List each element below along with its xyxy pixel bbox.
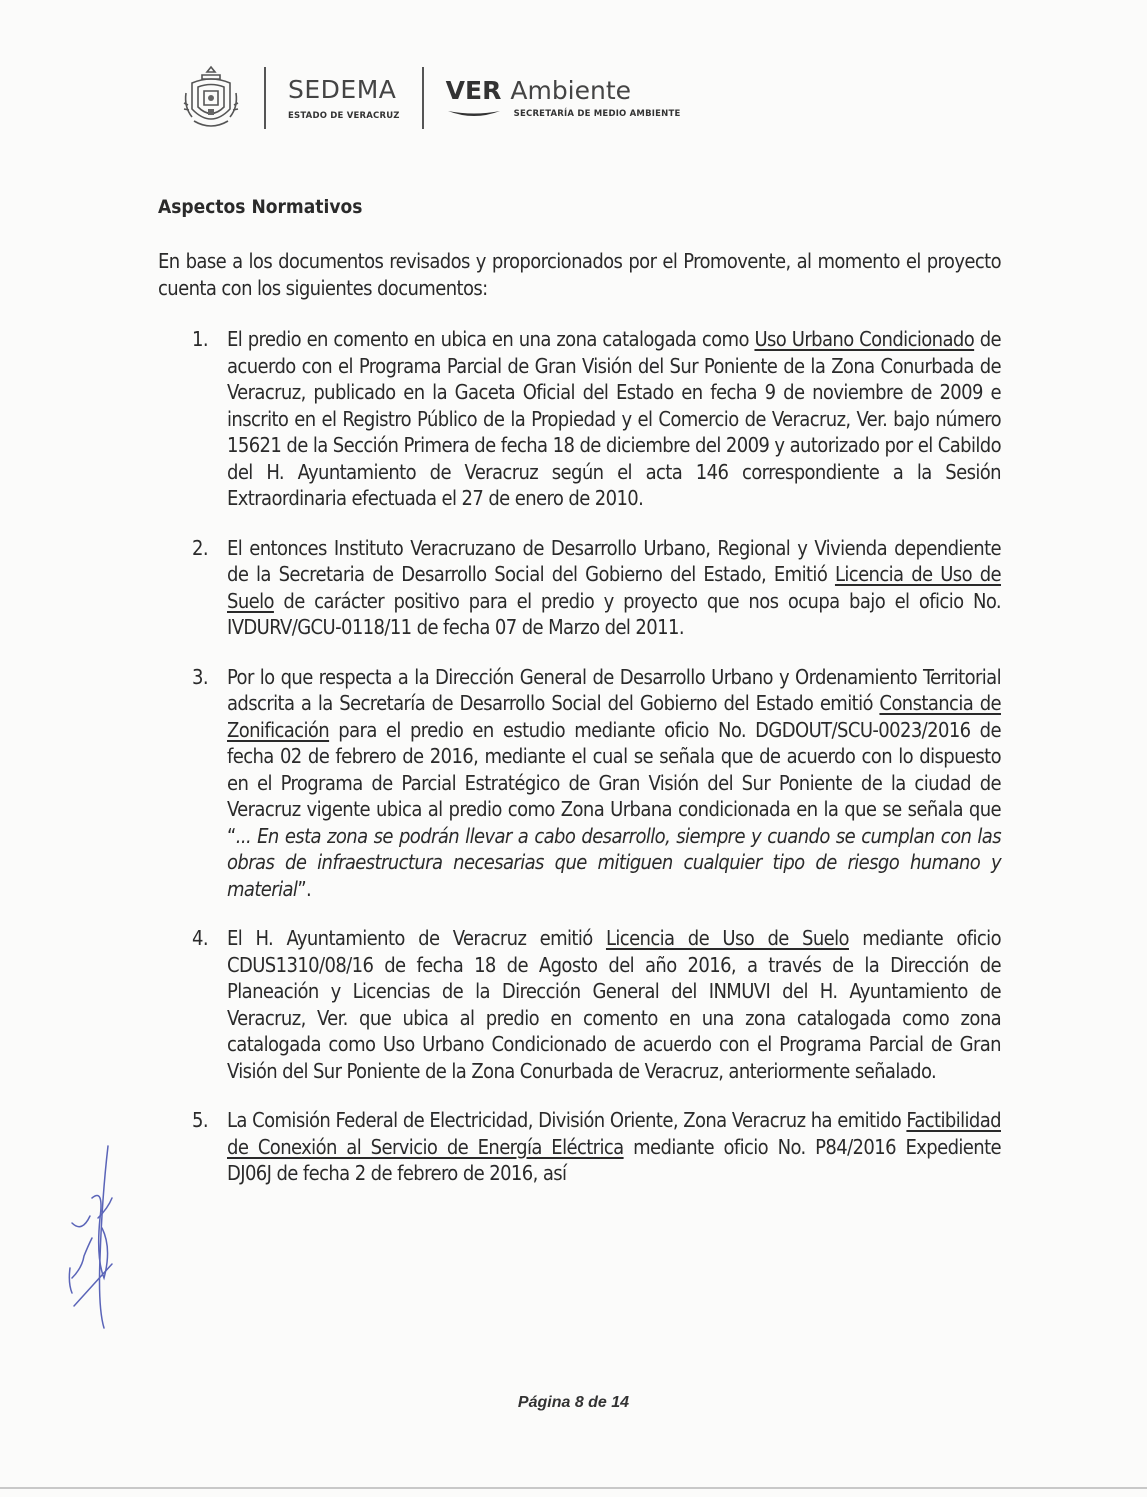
- item-number: 3.: [192, 664, 208, 689]
- brand-light: Ambiente: [510, 76, 632, 105]
- item-text: mediante oficio CDUS1310/08/16 de fecha 18 de Agosto del año 2016, a través de la Dirección de Planeación y Licencias de la Dirección General del INMUVI del H. Ayuntamiento de Veracruz, Ver. que ubica al predio en comento en una zona catalogada como zona catalogada como Uso Urbano Condicionado de acuerdo con el Programa Parcial de Gran Visión del Sur Poniente de la Zona Conurbada de Veracruz, anteriormente señalado.: [227, 926, 1001, 1083]
- item-text: El predio en comento en ubica en una zona catalogada como: [227, 327, 755, 351]
- handwritten-signature-icon: [42, 1138, 132, 1338]
- brand-bold: VER: [445, 76, 502, 105]
- item-text: de acuerdo con el Programa Parcial de Gran Visión del Sur Poniente de la Zona Conurbada de Veracruz, publicado en la Gaceta Oficial del Estado en fecha 9 de noviembre de 2009 e inscrito en el Registro Público de la Propiedad y el Comercio de Veracruz, Ver. bajo número 15621 de la Sección Primera de fecha 18 de diciembre del 2009 y autorizado por el Cabildo del H. Ayuntamiento de Veracruz según el acta 146 correspondiente a la Sesión Extraordinaria efectuada el 27 de enero de 2010.: [227, 327, 1002, 510]
- item-text: para el predio en estudio mediante oficio No. DGDOUT/SCU-0023/2016 de fecha 02 de febrero de 2016, mediante el cual se señala que de acuerdo con lo dispuesto en el Programa de Parcial Estratégico de Gran Visión del Sur Poniente de la ciudad de Veracruz vigente ubica al predio como Zona Urbana condicionada en la que se señala que “: [227, 717, 1001, 848]
- item-text: de carácter positivo para el predio y proyecto que nos ocupa bajo el oficio No. IVDURV/GCU-0118/11 de fecha 07 de Marzo del 2011.: [227, 588, 1001, 639]
- underlined-term: Uso Urbano Condicionado: [754, 327, 975, 351]
- item-number: 2.: [192, 535, 208, 560]
- sedema-block: [288, 76, 400, 121]
- veracruz-coat-of-arms-icon: [180, 63, 242, 133]
- list-item: [158, 664, 1001, 903]
- item-text: mediante oficio No. P84/2016 Expediente DJ06J de fecha 2 de febrero de 2016, así: [227, 1134, 1001, 1185]
- list-item: [158, 326, 1001, 512]
- item-text: El H. Ayuntamiento de Veracruz emitió: [227, 926, 606, 950]
- list-item: [158, 535, 1001, 641]
- page-number: Página 8 de 14: [517, 1394, 630, 1411]
- item-text: El entonces Instituto Veracruzano de Desarrollo Urbano, Regional y Vivienda dependiente de la Secretaria de Desarrollo Social del Gobierno del Estado, Emitió: [227, 535, 1001, 586]
- header-divider: [264, 67, 266, 129]
- header-divider: [422, 67, 424, 129]
- underlined-term: Licencia de Uso de Suelo: [605, 926, 849, 950]
- underlined-term: Factibilidad de Conexión al Servicio de Energía Eléctrica: [227, 1108, 1001, 1159]
- list-item: [158, 1107, 1001, 1187]
- section-heading: Aspectos Normativos: [158, 196, 363, 218]
- intro-paragraph: En base a los documentos revisados y proporcionados por el Promovente, al momento el proyecto cuenta con los siguientes documentos:: [158, 249, 1001, 300]
- item-text: Por lo que respecta a la Dirección General de Desarrollo Urbano y Ordenamiento Territorial adscrita a la Secretaría de Desarrollo Social del Gobierno del Estado emitió: [227, 664, 1001, 715]
- underlined-term: Constancia de Zonificación: [227, 691, 1001, 742]
- item-number: 5.: [192, 1108, 208, 1132]
- italic-quote: ... En esta zona se podrán llevar a cabo desarrollo, siempre y cuando se cumplan con las obras de infraestructura necesarias que mitiguen cualquier tipo de riesgo humano y material: [227, 823, 1001, 901]
- documents-list: [158, 326, 1001, 1187]
- smile-swoosh-icon: [446, 109, 502, 119]
- item-number: 1.: [192, 327, 208, 351]
- letterhead: [180, 62, 680, 134]
- underlined-term: Licencia de Uso de Suelo: [227, 562, 1001, 613]
- item-number: 4.: [192, 926, 208, 950]
- list-item: [158, 925, 1001, 1084]
- brand-subtitle: SECRETARÍA DE MEDIO AMBIENTE: [513, 109, 681, 119]
- item-text: La Comisión Federal de Electricidad, División Oriente, Zona Veracruz ha emitido: [227, 1108, 907, 1132]
- org-subtitle: ESTADO DE VERACRUZ: [288, 110, 400, 121]
- page-edge: [0, 1487, 1147, 1489]
- document-body: [158, 190, 1001, 1210]
- org-name: SEDEMA: [288, 74, 397, 104]
- item-text: ”.: [297, 876, 312, 901]
- ver-ambiente-block: [446, 77, 681, 119]
